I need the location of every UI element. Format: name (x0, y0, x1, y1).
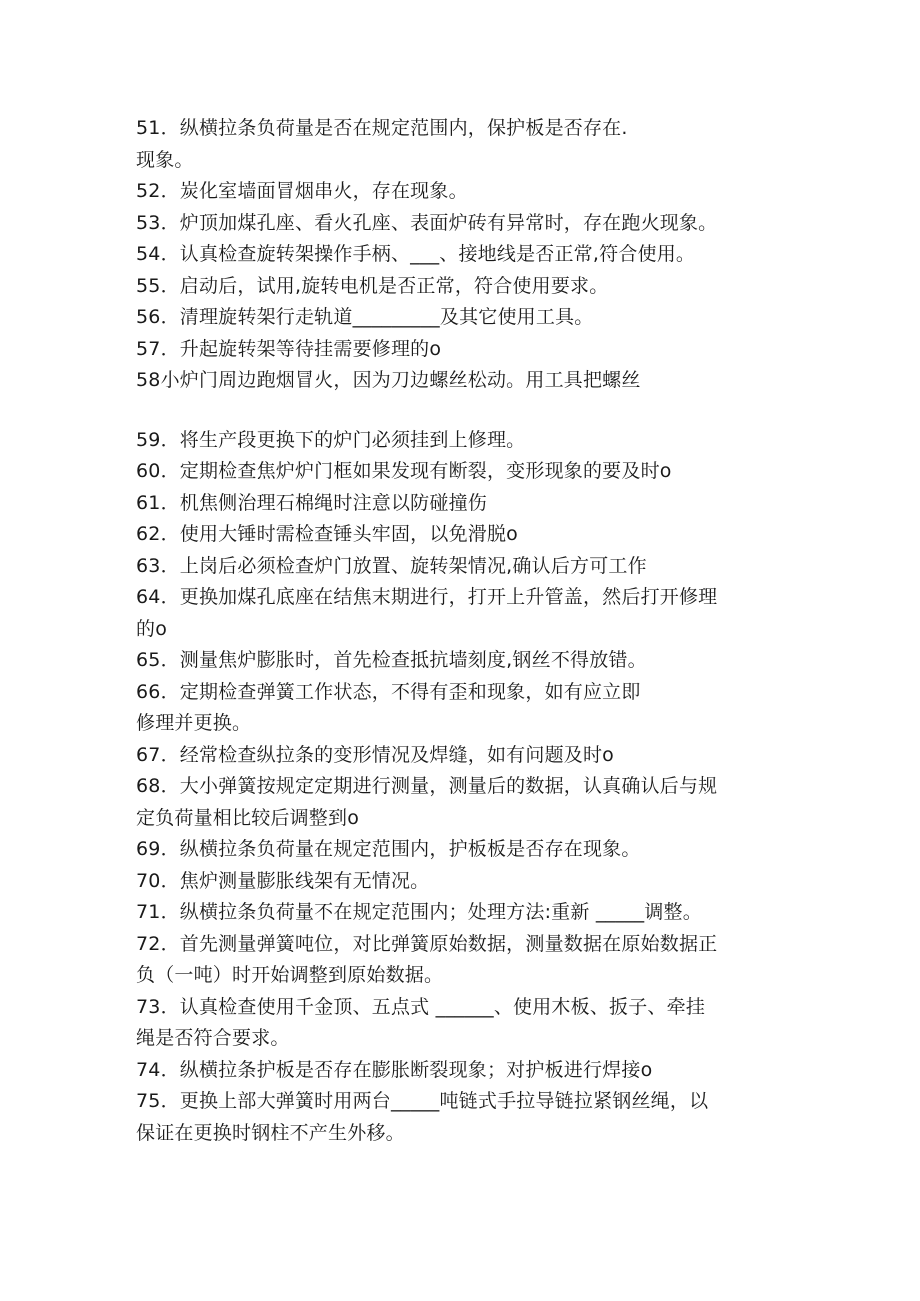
question-74: 74．纵横拉条护板是否存在膨胀断裂现象；对护板进行焊接o (136, 1058, 653, 1081)
question-51-cont: 现象。 (136, 148, 194, 171)
question-71: 71．纵横拉条负荷量不在规定范围内；处理方法:重新 _____调整。 (136, 901, 702, 923)
question-64: 64．更换加煤孔底座在结焦末期进行，打开上升管盖，然后打开修理 (136, 586, 718, 608)
question-58: 58小炉门周边跑烟冒火，因为刀边螺丝松动。用工具把螺丝 (136, 369, 641, 391)
question-67: 67．经常检查纵拉条的变形情况及焊缝，如有问题及时o (136, 743, 615, 766)
question-72: 72．首先测量弹簧吨位，对比弹簧原始数据，测量数据在原始数据正 (136, 932, 718, 955)
question-75: 75．更换上部大弹簧时用两台_____吨链式手拉导链拉紧钢丝绳，以 (136, 1090, 709, 1112)
question-68: 68．大小弹簧按规定定期进行测量，测量后的数据，认真确认后与规 (136, 775, 718, 797)
question-56: 56．清理旋转架行走轨道_________及其它使用工具。 (136, 306, 594, 328)
question-66-cont: 修理并更换。 (136, 712, 252, 734)
question-69: 69．纵横拉条负荷量在规定范围内，护板板是否存在现象。 (136, 838, 641, 860)
question-73-cont: 绳是否符合要求。 (136, 1027, 290, 1049)
question-59: 59．将生产段更换下的炉门必须挂到上修理。 (136, 428, 526, 451)
question-75-cont: 保证在更换时钢柱不产生外移。 (136, 1121, 405, 1144)
question-73: 73．认真检查使用千金顶、五点式 ______、使用木板、扳子、牵挂 (136, 995, 706, 1018)
question-61: 61．机焦侧治理石棉绳时注意以防碰撞伤 (136, 491, 487, 514)
blank-gap (136, 397, 816, 425)
question-51: 51．纵横拉条负荷量是否在规定范围内，保护板是否存在. (136, 117, 628, 139)
question-70: 70．焦炉测量膨胀线架有无情况。 (136, 869, 430, 892)
question-62: 62．使用大锤时需检查锤头牢固，以免滑脱o (136, 523, 519, 545)
question-57: 57．升起旋转架等待挂需要修理的o (136, 337, 442, 360)
question-63: 63．上岗后必须检查炉门放置、旋转架情况,确认后方可工作 (136, 554, 647, 577)
question-60: 60．定期检查焦炉炉门框如果发现有断裂，变形现象的要及时o (136, 460, 672, 482)
question-65: 65．测量焦炉膨胀时，首先检查抵抗墙刻度,钢丝不得放错。 (136, 649, 647, 671)
question-68-cont: 定负荷量相比较后调整到o (136, 806, 360, 829)
question-64-cont: 的o (136, 617, 168, 640)
question-53: 53．炉顶加煤孔座、看火孔座、表面炉砖有异常时，存在跑火现象。 (136, 211, 718, 234)
question-54: 54．认真检查旋转架操作手柄、___、接地线是否正常,符合使用。 (136, 243, 696, 265)
question-66: 66．定期检查弹簧工作状态，不得有歪和现象，如有应立即 (136, 680, 641, 703)
question-72-cont: 负（一吨）时开始调整到原始数据。 (136, 964, 444, 986)
question-list (136, 113, 816, 1149)
question-55: 55．启动后，试用,旋转电机是否正常，符合使用要求。 (136, 274, 609, 297)
question-52: 52．炭化室墙面冒烟串火，存在现象。 (136, 180, 468, 202)
